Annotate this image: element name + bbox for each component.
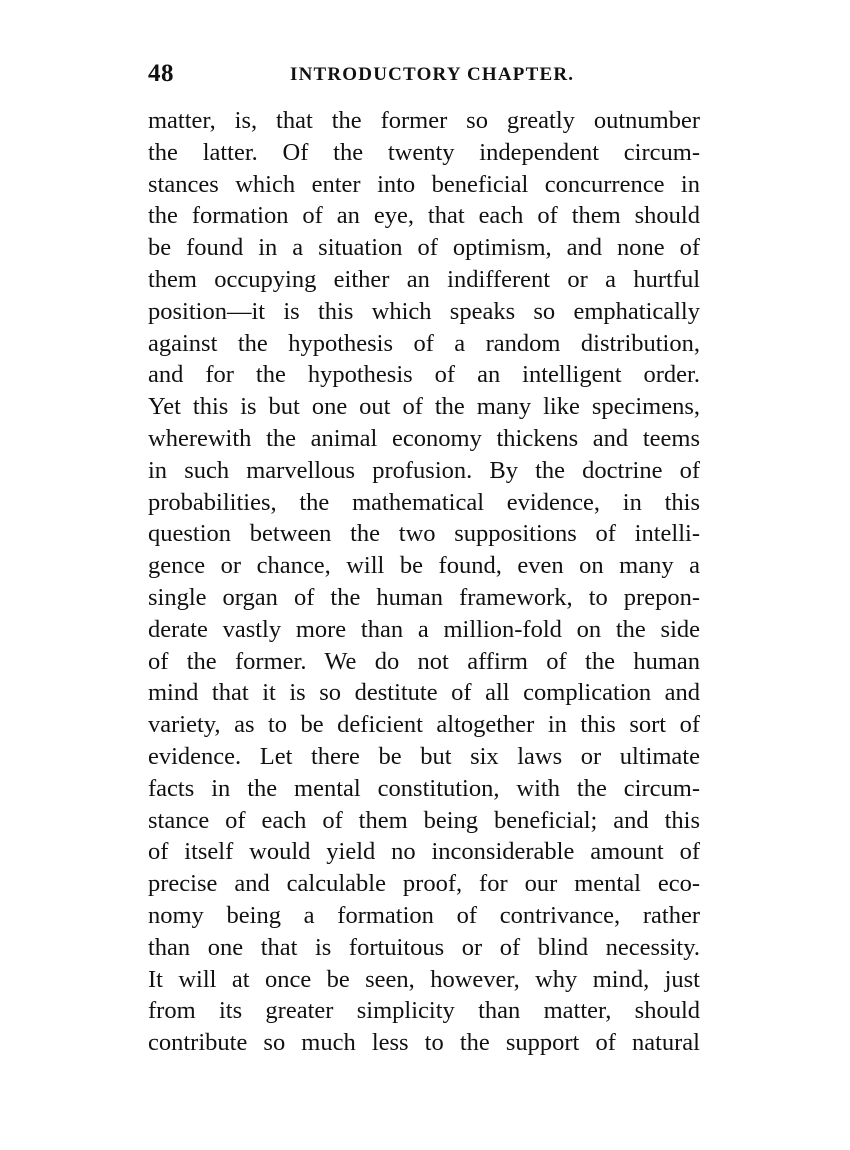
text-line: from its greater simplicity than matter, should <box>148 997 700 1025</box>
text-line: be found in a situation of optimism, and none of <box>148 234 700 262</box>
text-line: evidence. Let there be but six laws or ultimate <box>148 742 700 770</box>
text-line: It will at once be seen, however, why mind, just <box>148 965 700 993</box>
text-line: stance of each of them being beneficial; and this <box>148 806 700 834</box>
text-line: against the hypothesis of a random distribution, <box>148 329 700 357</box>
text-line: and for the hypothesis of an intelligent order. <box>148 361 700 389</box>
text-line: wherewith the animal economy thickens and teems <box>148 424 700 452</box>
text-line: of itself would yield no inconsiderable amount of <box>148 838 700 866</box>
text-line: nomy being a formation of contrivance, rather <box>148 901 700 929</box>
text-line: in such marvellous profusion. By the doctrine of <box>148 456 700 484</box>
text-line: single organ of the human framework, to prepon- <box>148 583 700 611</box>
text-line: matter, is, that the former so greatly outnumber <box>148 107 700 134</box>
text-line: question between the two suppositions of intelli- <box>148 520 700 548</box>
text-line: position—it is this which speaks so emphatically <box>148 297 700 325</box>
page-header <box>148 60 700 90</box>
text-line: contribute so much less to the support of natural <box>148 1029 700 1057</box>
running-title: INTRODUCTORY CHAPTER. <box>290 64 575 85</box>
text-line: than one that is fortuitous or of blind necessity. <box>148 933 700 961</box>
page-number: 48 <box>148 60 174 87</box>
text-line: facts in the mental constitution, with the circum- <box>148 774 700 802</box>
text-line: mind that it is so destitute of all complication and <box>148 679 700 707</box>
text-line: precise and calculable proof, for our mental eco- <box>148 870 700 898</box>
text-line: derate vastly more than a million-fold on the side <box>148 615 700 643</box>
body-text <box>148 105 700 1059</box>
text-line: gence or chance, will be found, even on many a <box>148 552 700 580</box>
text-line: the formation of an eye, that each of them should <box>148 202 700 230</box>
text-line: variety, as to be deficient altogether in this sort of <box>148 711 700 739</box>
text-line: Yet this is but one out of the many like specimens, <box>148 393 700 421</box>
text-line: stances which enter into beneficial concurrence in <box>148 170 700 198</box>
text-line: the latter. Of the twenty independent circum- <box>148 138 700 166</box>
text-line: them occupying either an indifferent or a hurtful <box>148 265 700 293</box>
text-line: of the former. We do not affirm of the human <box>148 647 700 675</box>
text-line: probabilities, the mathematical evidence, in this <box>148 488 700 516</box>
